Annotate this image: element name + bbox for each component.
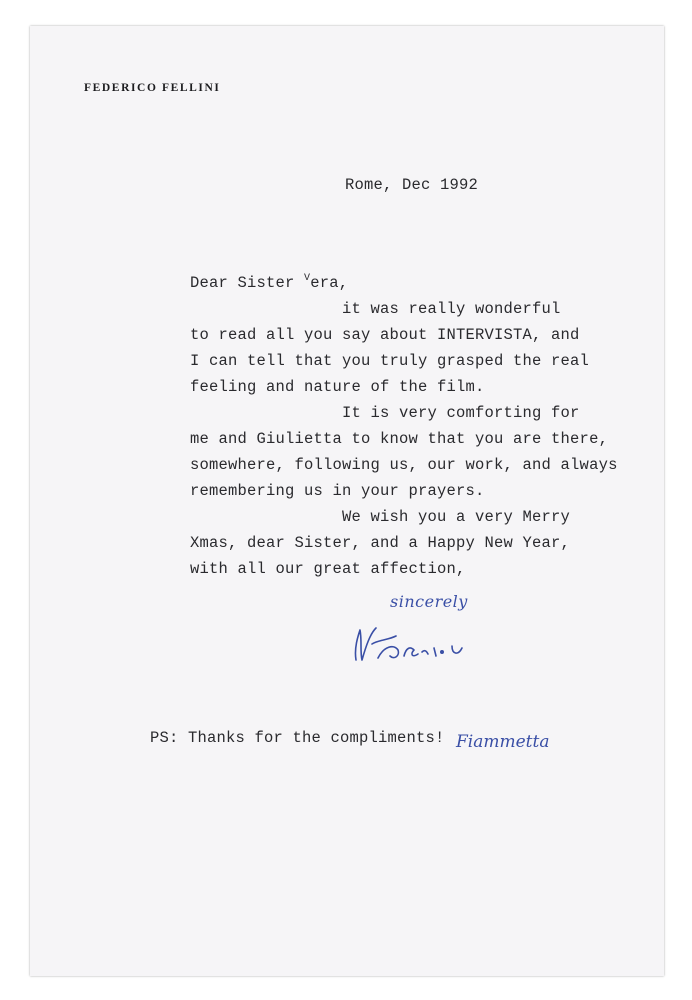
postscript-signature: Fiammetta — [456, 732, 550, 752]
postscript: PS: Thanks for the compliments! — [150, 729, 445, 747]
salutation-suffix: era, — [310, 274, 349, 293]
body-line: remembering us in your prayers. — [190, 482, 485, 500]
fellini-signature — [348, 616, 548, 691]
body-line: it was really wonderful — [190, 300, 561, 318]
body-line: We wish you a very Merry — [190, 508, 571, 526]
salutation-initial: V — [304, 273, 311, 284]
salutation-prefix: Dear Sister — [190, 274, 305, 293]
handwritten-closing: sincerely — [390, 592, 468, 611]
letter-paper — [30, 26, 664, 976]
body-line: feeling and nature of the film. — [190, 378, 485, 396]
body-line: Xmas, dear Sister, and a Happy New Year, — [190, 534, 571, 552]
salutation — [190, 274, 348, 292]
body-line: I can tell that you truly grasped the real — [190, 352, 590, 370]
body-line: with all our great affection, — [190, 560, 466, 578]
letter-date: Rome, Dec 1992 — [345, 176, 479, 194]
body-line: It is very comforting for — [190, 404, 580, 422]
body-line: to read all you say about INTERVISTA, and — [190, 326, 580, 344]
body-line: somewhere, following us, our work, and always — [190, 456, 618, 474]
letterhead: FEDERICO FELLINI — [84, 82, 221, 94]
body-line: me and Giulietta to know that you are there, — [190, 430, 609, 448]
